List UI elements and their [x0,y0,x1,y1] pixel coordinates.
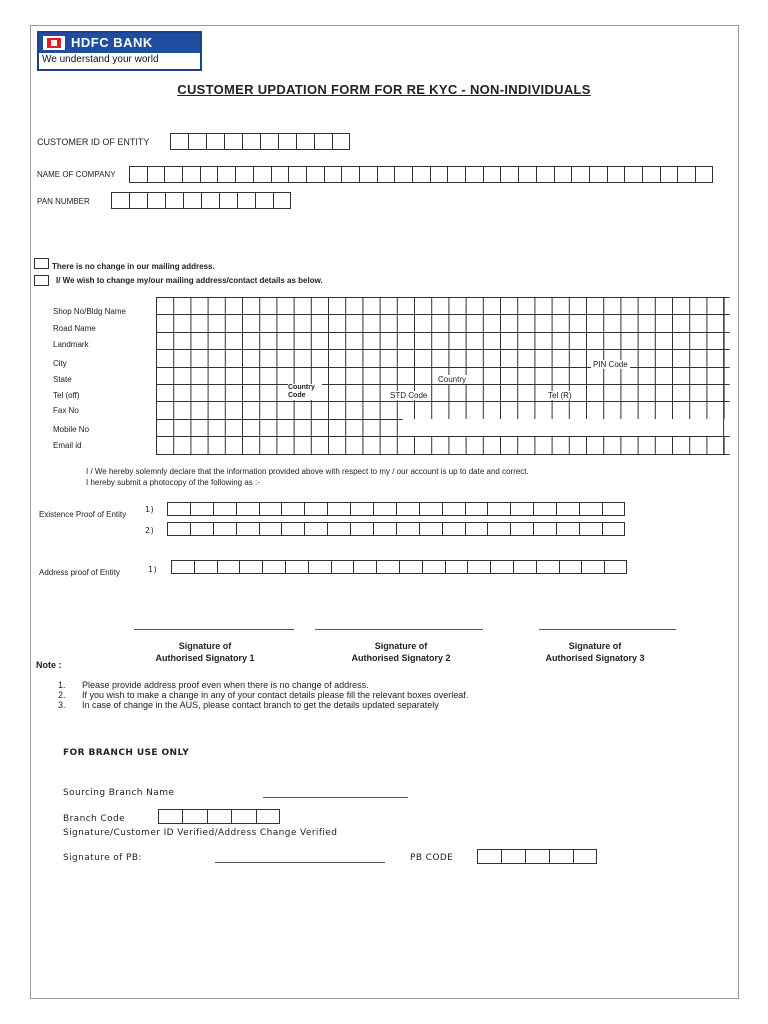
char-box[interactable] [430,166,448,183]
char-box[interactable] [331,560,354,574]
char-box[interactable] [217,166,235,183]
bank-logo-icon [43,36,65,50]
char-box[interactable] [260,133,278,150]
bank-name: HDFC BANK [71,35,153,50]
char-box[interactable] [253,166,271,183]
pb-code-label: PB CODE [410,853,454,863]
landmark-label: Landmark [53,340,89,349]
char-box[interactable] [288,166,306,183]
existence-proof-boxes-2[interactable] [167,522,625,536]
char-box[interactable] [314,133,332,150]
char-box[interactable] [281,502,304,516]
char-box[interactable] [556,522,579,536]
char-box[interactable] [213,522,236,536]
char-box[interactable] [373,522,396,536]
char-box[interactable] [236,522,259,536]
char-box[interactable] [147,192,165,209]
char-box[interactable] [642,166,660,183]
char-box[interactable] [518,166,536,183]
char-box[interactable] [129,166,147,183]
address-proof-label: Address proof of Entity [39,568,120,577]
sourcing-branch-line[interactable] [263,797,408,798]
char-box[interactable] [399,560,422,574]
char-box[interactable] [285,560,308,574]
char-box[interactable] [536,166,554,183]
char-box[interactable] [581,560,604,574]
char-box[interactable] [359,166,377,183]
signature-line-2[interactable] [315,629,483,630]
pan-label: PAN NUMBER [37,197,90,206]
char-box[interactable] [308,560,331,574]
char-box[interactable] [660,166,678,183]
char-box[interactable] [490,560,513,574]
tel-off-label: Tel (off) [53,391,80,400]
char-box[interactable] [147,166,165,183]
char-box[interactable] [271,166,289,183]
note-item: 3. In case of change in the AUS, please contact branch to get the details updated separately [58,700,439,710]
char-box[interactable] [467,560,490,574]
company-name-label: NAME OF COMPANY [37,170,116,179]
char-box[interactable] [483,166,501,183]
char-box[interactable] [237,192,255,209]
signature-caption-1: Signature of Authorised Signatory 1 [155,641,255,663]
char-box[interactable] [607,166,625,183]
char-box[interactable] [412,166,430,183]
note-item: 1. Please provide address proof even when there is no change of address. [58,680,369,690]
char-box[interactable] [235,166,253,183]
branch-code-label: Branch Code [63,814,126,824]
branch-heading: FOR BRANCH USE ONLY [63,748,190,758]
pin-code-label: PIN Code [593,360,628,369]
char-box[interactable] [419,522,442,536]
char-box[interactable] [129,192,147,209]
change-address-checkbox[interactable] [34,275,49,286]
char-box[interactable] [242,133,260,150]
char-box[interactable] [602,502,625,516]
char-box[interactable] [262,560,285,574]
char-box[interactable] [170,133,188,150]
char-box[interactable] [304,522,327,536]
char-box[interactable] [304,502,327,516]
company-name-boxes[interactable] [129,166,713,183]
road-label: Road Name [53,324,96,333]
std-code-label: STD Code [390,391,428,400]
branch-code-boxes[interactable] [158,809,280,824]
char-box[interactable] [604,560,627,574]
char-box[interactable] [350,522,373,536]
char-box[interactable] [190,502,213,516]
char-box[interactable] [281,522,304,536]
char-box[interactable] [602,522,625,536]
char-box[interactable] [206,133,224,150]
existence-proof-num1: 1) [145,505,155,514]
char-box[interactable] [624,166,642,183]
char-box[interactable] [111,192,129,209]
char-box[interactable] [224,133,242,150]
char-box[interactable] [422,560,445,574]
char-box[interactable] [373,502,396,516]
char-box[interactable] [296,133,314,150]
char-box[interactable] [376,560,399,574]
char-box[interactable] [571,166,589,183]
note-heading: Note : [36,660,62,670]
char-box[interactable] [273,192,291,209]
sourcing-branch-label: Sourcing Branch Name [63,788,175,798]
char-box[interactable] [447,166,465,183]
bank-tagline: We understand your world [42,54,159,65]
existence-proof-num2: 2) [145,526,155,535]
char-box[interactable] [396,502,419,516]
fax-label: Fax No [53,406,79,415]
char-box[interactable] [188,133,206,150]
char-box[interactable] [442,502,465,516]
char-box[interactable] [487,522,510,536]
char-box[interactable] [536,560,559,574]
declaration-line1: I / We hereby solemnly declare that the information provided above with respect to my / our account is up to date and correct. [86,467,529,476]
char-box[interactable] [549,849,573,864]
city-label: City [53,359,67,368]
char-box[interactable] [465,502,488,516]
char-box[interactable] [573,849,597,864]
address-proof-boxes[interactable] [171,560,627,574]
note-item: 2. If you wish to make a change in any of your contact details please fill the relevant boxes overleaf. [58,690,469,700]
note-list [58,680,468,710]
char-box[interactable] [239,560,262,574]
char-box[interactable] [201,192,219,209]
country-code-label: Country Code [288,384,322,400]
state-label: State [53,375,72,384]
signature-caption-2: Signature of Authorised Signatory 2 [351,641,451,663]
verified-label: Signature/Customer ID Verified/Address Change Verified [63,828,338,838]
address-proof-num1: 1) [148,565,158,574]
char-box[interactable] [259,522,282,536]
char-box[interactable] [231,809,255,824]
char-box[interactable] [327,502,350,516]
char-box[interactable] [219,192,237,209]
char-box[interactable] [200,166,218,183]
char-box[interactable] [589,166,607,183]
signature-line-3[interactable] [539,629,676,630]
char-box[interactable] [465,166,483,183]
char-box[interactable] [164,166,182,183]
country-label: Country [438,375,467,384]
char-box[interactable] [419,502,442,516]
char-box[interactable] [207,809,231,824]
char-box[interactable] [182,166,200,183]
change-address-label: I/ We wish to change my/our mailing address/contact details as below. [56,276,323,285]
char-box[interactable] [353,560,376,574]
char-box[interactable] [259,502,282,516]
char-box[interactable] [171,560,194,574]
char-box[interactable] [695,166,713,183]
char-box[interactable] [559,560,582,574]
char-box[interactable] [167,522,190,536]
char-box[interactable] [182,809,206,824]
char-box[interactable] [255,192,273,209]
char-box[interactable] [236,502,259,516]
char-box[interactable] [256,809,280,824]
form-title: CUSTOMER UPDATION FORM FOR RE KYC - NON-INDIVIDUALS [177,82,591,97]
declaration-line2: I hereby submit a photocopy of the following as :- [86,478,260,487]
email-label: Email id [53,441,82,450]
char-box[interactable] [533,502,556,516]
char-box[interactable] [394,166,412,183]
char-box[interactable] [324,166,342,183]
char-box[interactable] [510,522,533,536]
char-box[interactable] [525,849,549,864]
pb-code-boxes[interactable] [477,849,597,864]
char-box[interactable] [332,133,350,150]
char-box[interactable] [165,192,183,209]
char-box[interactable] [194,560,217,574]
char-box[interactable] [158,809,182,824]
char-box[interactable] [350,502,373,516]
signature-caption-3: Signature of Authorised Signatory 3 [545,641,645,663]
char-box[interactable] [377,166,395,183]
pb-signature-line[interactable] [215,862,385,863]
char-box[interactable] [579,502,602,516]
char-box[interactable] [341,166,359,183]
char-box[interactable] [513,560,536,574]
char-box[interactable] [487,502,510,516]
char-box[interactable] [217,560,240,574]
char-box[interactable] [677,166,695,183]
customer-id-boxes[interactable] [170,133,350,150]
existence-proof-boxes-1[interactable] [167,502,625,516]
char-box[interactable] [445,560,468,574]
char-box[interactable] [500,166,518,183]
char-box[interactable] [579,522,602,536]
char-box[interactable] [327,522,350,536]
char-box[interactable] [167,502,190,516]
char-box[interactable] [213,502,236,516]
no-change-label: There is no change in our mailing address. [52,262,215,271]
char-box[interactable] [533,522,556,536]
char-box[interactable] [190,522,213,536]
signature-line-1[interactable] [134,629,294,630]
tel-r-label: Tel (R) [545,391,575,400]
mobile-label: Mobile No [53,425,90,434]
hdfc-logo [37,31,202,71]
char-box[interactable] [510,502,533,516]
char-box[interactable] [396,522,419,536]
char-box[interactable] [556,502,579,516]
no-change-checkbox[interactable] [34,258,49,269]
char-box[interactable] [477,849,501,864]
char-box[interactable] [501,849,525,864]
shop-label: Shop No/Bldg Name [53,307,126,316]
char-box[interactable] [306,166,324,183]
pan-boxes[interactable] [111,192,291,209]
existence-proof-label: Existence Proof of Entity [39,510,127,519]
char-box[interactable] [278,133,296,150]
char-box[interactable] [554,166,572,183]
char-box[interactable] [442,522,465,536]
char-box[interactable] [183,192,201,209]
char-box[interactable] [465,522,488,536]
customer-id-label: CUSTOMER ID OF ENTITY [37,137,150,147]
pb-signature-label: Signature of PB: [63,853,142,863]
